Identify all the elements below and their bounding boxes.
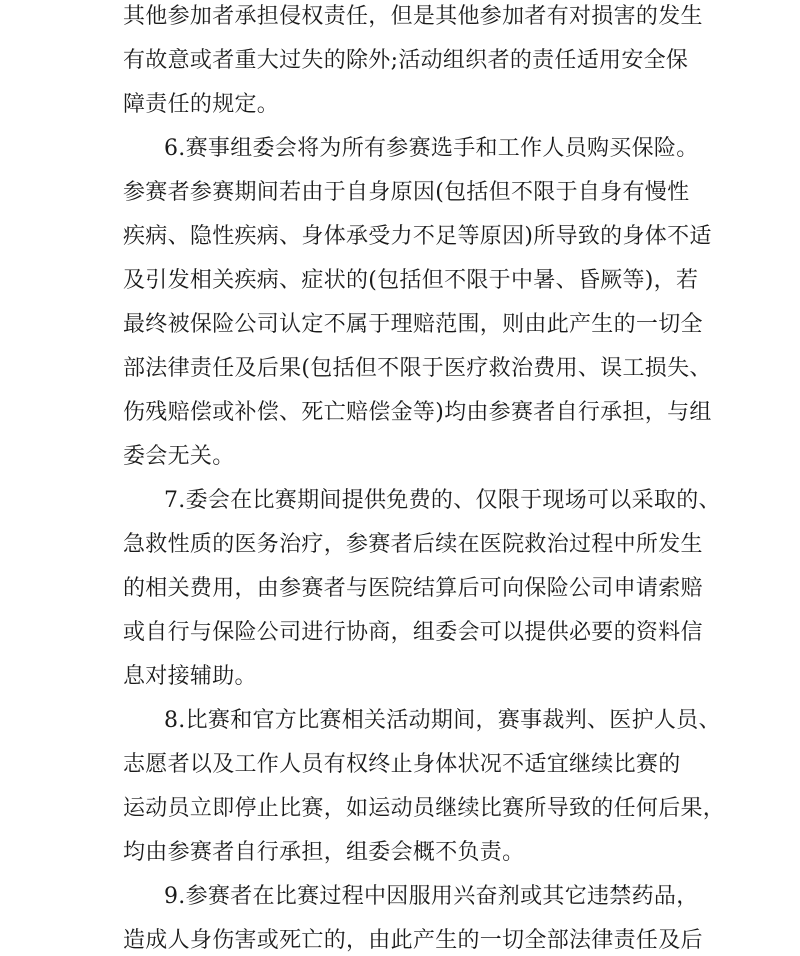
paragraph-start-6: 6.赛事组委会将为所有参赛选手和工作人员购买保险。 bbox=[164, 136, 699, 161]
text-line: 均由参赛者自行承担，组委会概不负责。 bbox=[123, 840, 525, 865]
text-line: 最终被保险公司认定不属于理赔范围，则由此产生的一切全 bbox=[123, 312, 703, 337]
text-line: 部法律责任及后果(包括但不限于医疗救治费用、误工损失、 bbox=[123, 356, 712, 381]
text-line: 参赛者参赛期间若由于自身原因(包括但不限于自身有慢性 bbox=[123, 180, 690, 205]
paragraph-start-7: 7.委会在比赛期间提供免费的、仅限于现场可以采取的、 bbox=[164, 488, 721, 513]
text-line: 伤残赔偿或补偿、死亡赔偿金等)均由参赛者自行承担，与组 bbox=[123, 400, 712, 425]
text-line: 造成人身伤害或死亡的，由此产生的一切全部法律责任及后 bbox=[123, 928, 703, 953]
text-line: 委会无关。 bbox=[123, 444, 235, 469]
text-line: 的相关费用，由参赛者与医院结算后可向保险公司申请索赔 bbox=[123, 576, 703, 601]
text-line: 急救性质的医务治疗，参赛者后续在医院救治过程中所发生 bbox=[123, 532, 703, 557]
text-line: 疾病、隐性疾病、身体承受力不足等原因)所导致的身体不适 bbox=[123, 224, 712, 249]
text-line: 有故意或者重大过失的除外;活动组织者的责任适用安全保 bbox=[123, 48, 689, 73]
text-line: 障责任的规定。 bbox=[123, 92, 280, 117]
text-line: 或自行与保险公司进行协商，组委会可以提供必要的资料信 bbox=[123, 620, 703, 645]
text-line: 息对接辅助。 bbox=[123, 664, 257, 689]
text-line: 其他参加者承担侵权责任，但是其他参加者有对损害的发生 bbox=[123, 4, 703, 29]
paragraph-start-8: 8.比赛和官方比赛相关活动期间，赛事裁判、医护人员、 bbox=[164, 708, 721, 733]
text-line: 及引发相关疾病、症状的(包括但不限于中暑、昏厥等)，若 bbox=[123, 268, 699, 293]
text-line: 志愿者以及工作人员有权终止身体状况不适宜继续比赛的 bbox=[123, 752, 681, 777]
paragraph-start-9: 9.参赛者在比赛过程中因服用兴奋剂或其它违禁药品， bbox=[164, 884, 699, 909]
text-line: 运动员立即停止比赛，如运动员继续比赛所导致的任何后果， bbox=[123, 796, 726, 821]
